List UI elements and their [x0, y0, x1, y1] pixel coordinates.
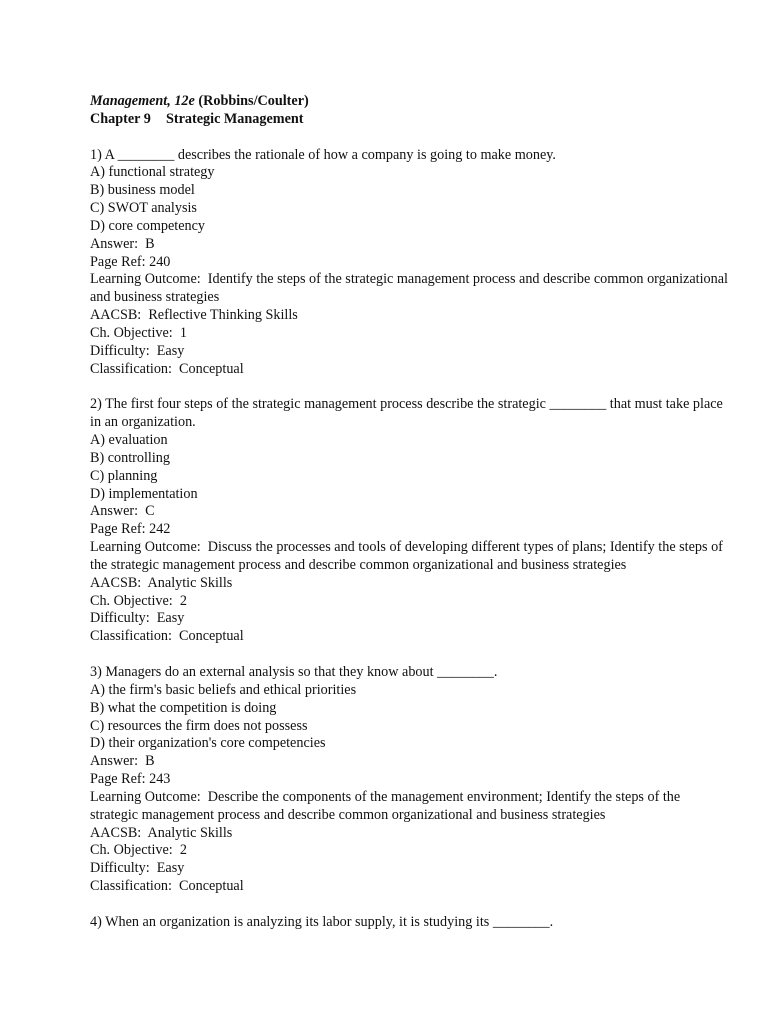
book-header [90, 93, 730, 111]
aacsb: AACSB: Analytic Skills [90, 574, 233, 591]
classification: Classification: Conceptual [90, 628, 244, 645]
learning-outcome: Learning Outcome: Discuss the processes and tools of developing different types of plans; Identify the steps of the strategic management process and describe common organizational and business strategies [90, 539, 727, 573]
option-a: A) functional strategy [90, 164, 215, 181]
spacer [90, 379, 730, 397]
difficulty: Difficulty: Easy [90, 610, 185, 627]
answer: Answer: B [90, 753, 155, 770]
answer: Answer: C [90, 503, 155, 520]
page-ref: Page Ref: 243 [90, 771, 171, 788]
spacer [90, 129, 730, 147]
page-ref: Page Ref: 242 [90, 521, 171, 538]
option-b: B) controlling [90, 449, 170, 466]
classification: Classification: Conceptual [90, 878, 244, 895]
document-page [90, 93, 730, 932]
answer: Answer: B [90, 235, 155, 252]
chapter-title: Strategic Management [166, 110, 304, 127]
option-d: D) core competency [90, 217, 206, 234]
chapter-objective: Ch. Objective: 2 [90, 842, 187, 859]
option-a: A) the firm's basic beliefs and ethical priorities [90, 681, 357, 698]
spacer [90, 896, 730, 914]
difficulty: Difficulty: Easy [90, 860, 185, 877]
aacsb: AACSB: Reflective Thinking Skills [90, 307, 298, 324]
chapter-header [90, 111, 730, 129]
question-stem: 1) A ________ describes the rationale of how a company is going to make money. [90, 146, 556, 163]
option-c: C) SWOT analysis [90, 200, 197, 217]
question-3 [90, 664, 730, 896]
spacer [90, 646, 730, 664]
option-b: B) what the competition is doing [90, 699, 277, 716]
option-b: B) business model [90, 182, 195, 199]
option-c: C) resources the firm does not possess [90, 717, 308, 734]
book-title: Management, 12e [90, 93, 195, 109]
question-4 [90, 914, 730, 932]
learning-outcome: Learning Outcome: Describe the components of the management environment; Identify the steps of the strategic management process and describe common organizational and business strategies [90, 788, 684, 823]
chapter-number: Chapter 9 [90, 110, 151, 127]
learning-outcome: Learning Outcome: Identify the steps of the strategic management process and describe common organizational and business strategies [90, 271, 732, 306]
chapter-objective: Ch. Objective: 1 [90, 324, 187, 341]
aacsb: AACSB: Analytic Skills [90, 824, 233, 841]
option-c: C) planning [90, 467, 158, 484]
option-d: D) implementation [90, 485, 198, 502]
difficulty: Difficulty: Easy [90, 342, 185, 359]
book-authors: (Robbins/Coulter) [198, 93, 309, 109]
classification: Classification: Conceptual [90, 360, 244, 377]
option-a: A) evaluation [90, 432, 168, 449]
chapter-objective: Ch. Objective: 2 [90, 592, 187, 609]
page-ref: Page Ref: 240 [90, 253, 171, 270]
question-stem: 3) Managers do an external analysis so that they know about ________. [90, 664, 498, 680]
question-stem: 4) When an organization is analyzing its labor supply, it is studying its ________. [90, 913, 554, 930]
question-stem: 2) The first four steps of the strategic management process describe the strategic ________ that must take place in an organization. [90, 396, 727, 431]
question-2 [90, 396, 730, 646]
question-1 [90, 147, 730, 379]
option-d: D) their organization's core competencies [90, 735, 326, 752]
